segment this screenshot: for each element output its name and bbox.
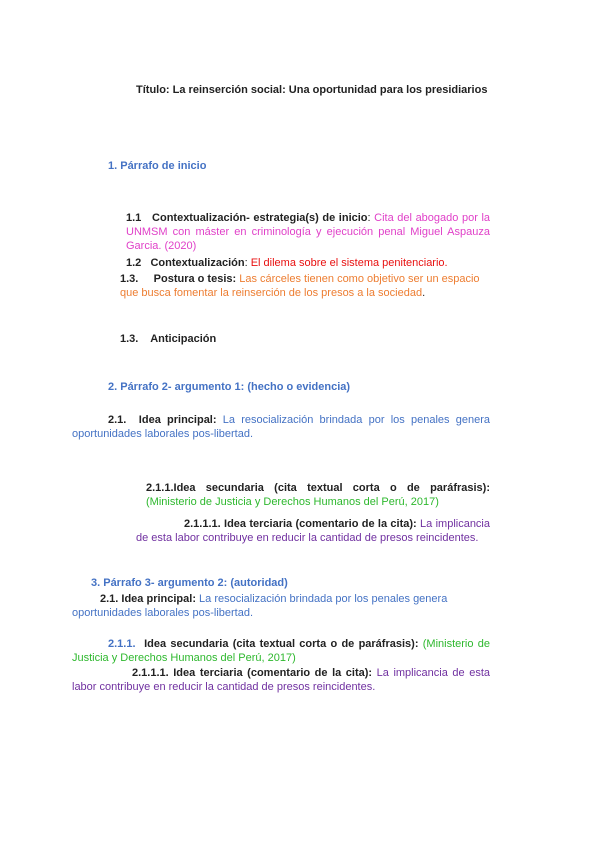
s2-main-label: Idea principal:	[138, 414, 217, 426]
item-1-number: 1.1	[126, 212, 142, 224]
item-3-text: Las cárceles tienen como objetivo ser un espacio que busca fomentar la reinserción de los presos a la sociedad	[120, 273, 480, 299]
item-3-number: 1.3.	[120, 273, 139, 285]
s3-secondary-text: (Ministerio de Justicia y Derechos Humanos del Perú, 2017)	[72, 638, 490, 664]
section-1-item-4	[120, 332, 216, 346]
s2-secondary-label: 2.1.1.Idea secundaria (cita textual corta o de paráfrasis):	[146, 482, 490, 494]
item-4-number: 1.3.	[120, 333, 139, 345]
document-title: Título: La reinserción social: Una oportunidad para los presidiarios	[136, 84, 488, 96]
section-1-item-2: 1.2 Contextualización: El dilema sobre el sistema penitenciario.	[126, 257, 448, 269]
s2-secondary-text: (Ministerio de Justicia y Derechos Humanos del Perú, 2017)	[146, 496, 439, 508]
s2-tertiary-text: La implicancia de esta labor contribuye en reducir la cantidad de presos reincidentes.	[136, 518, 490, 544]
item-2-label: Contextualización	[150, 257, 245, 269]
s3-main-label: 2.1. Idea principal:	[100, 593, 196, 605]
s3-tertiary-text: La implicancia de esta labor contribuye en reducir la cantidad de presos reincidentes.	[72, 667, 490, 693]
section-1-item-1: 1.1 Contextualización- estrategia(s) de inicio: Cita del abogado por la UNMSM con máster en criminología y ejecución penal Miguel Aspauza Garcia. (2020)	[126, 212, 491, 252]
section-2-main-idea	[72, 413, 490, 441]
s3-secondary-label: Idea secundaria (cita textual corta o de paráfrasis):	[144, 638, 419, 650]
section-3-heading: 3. Párrafo 3- argumento 2: (autoridad)	[91, 577, 288, 589]
section-3-tertiary-idea	[72, 666, 490, 694]
section-2-tertiary-idea	[136, 517, 490, 545]
section-1-heading: 1. Párrafo de inicio	[108, 160, 207, 172]
section-3-secondary-idea	[72, 637, 490, 665]
s2-tertiary-label: 2.1.1.1. Idea terciaria (comentario de la cita):	[184, 518, 417, 530]
section-3-main-idea	[72, 592, 490, 620]
s2-main-text: La resocialización brindada por los penales genera oportunidades laborales pos-libertad.	[72, 414, 490, 440]
item-1-label: Contextualización- estrategia(s) de inicio	[152, 212, 368, 224]
item-3-end: .	[422, 287, 426, 299]
s3-secondary-number: 2.1.1.	[108, 638, 136, 650]
s3-tertiary-label: 2.1.1.1. Idea terciaria (comentario de la cita):	[132, 667, 373, 679]
section-2-heading: 2. Párrafo 2- argumento 1: (hecho o evidencia)	[108, 381, 351, 393]
item-4-label: Anticipación	[150, 333, 217, 345]
s2-main-number: 2.1.	[108, 414, 127, 426]
s3-main-text: La resocialización brindada por los penales genera oportunidades laborales pos-libertad.	[72, 593, 448, 619]
item-3-label: Postura o tesis:	[153, 273, 237, 285]
item-1-text: Cita del abogado por la UNMSM con máster en criminología y ejecución penal Miguel Aspauza Garcia. (2020)	[126, 212, 491, 252]
item-2-number: 1.2	[126, 257, 142, 269]
section-2-secondary-idea	[146, 481, 490, 509]
section-1-item-3	[120, 272, 490, 300]
item-2-text: El dilema sobre el sistema penitenciario.	[250, 257, 448, 269]
